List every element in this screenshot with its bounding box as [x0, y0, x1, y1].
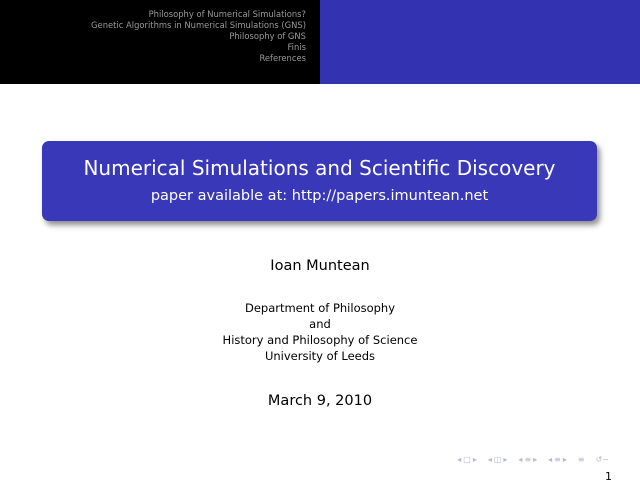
- author-name: Ioan Muntean: [270, 258, 370, 274]
- slide-next-arrow-icon[interactable]: ▸: [472, 455, 477, 464]
- slide-prev-arrow-icon[interactable]: ◂: [457, 455, 462, 464]
- institute-line-department: Department of Philosophy: [244, 301, 396, 315]
- slide-subtitle: paper available at: http://papers.imuntean.net: [150, 188, 489, 204]
- section-next-arrow-icon[interactable]: ▸: [562, 455, 567, 464]
- header-navigation: [0, 0, 320, 84]
- page-number: 1: [605, 470, 612, 483]
- section-prev-arrow-icon[interactable]: ◂: [548, 455, 553, 464]
- align-icon[interactable]: ≡: [577, 455, 585, 464]
- presentation-date: March 9, 2010: [267, 393, 373, 409]
- nav-item-references[interactable]: References: [259, 53, 306, 63]
- subsection-next-arrow-icon[interactable]: ▸: [533, 455, 538, 464]
- slide-title: Numerical Simulations and Scientific Discovery: [83, 156, 556, 180]
- search-icon[interactable]: ↺∽: [595, 455, 609, 464]
- section-icon[interactable]: ≡: [554, 455, 561, 464]
- subsection-icon[interactable]: ≡: [524, 455, 532, 464]
- subsection-prev-arrow-icon[interactable]: ◂: [518, 455, 523, 464]
- institute-line-university: University of Leeds: [264, 349, 376, 363]
- institute-block: [0, 300, 640, 364]
- frame-prev-arrow-icon[interactable]: ◂: [487, 455, 492, 464]
- nav-item-philosophy-of-numerical-simulations[interactable]: Philosophy of Numerical Simulations?: [148, 9, 306, 19]
- nav-item-genetic-algorithms[interactable]: Genetic Algorithms in Numerical Simulations (GNS): [91, 20, 306, 30]
- header-blue-panel: [320, 0, 640, 84]
- frame-next-arrow-icon[interactable]: ▸: [503, 455, 508, 464]
- slide-icon[interactable]: □: [463, 455, 471, 464]
- nav-item-philosophy-of-gns[interactable]: Philosophy of GNS: [229, 31, 306, 41]
- institute-line-hps: History and Philosophy of Science: [222, 333, 418, 347]
- institute-line-and: and: [309, 317, 331, 331]
- nav-item-finis[interactable]: Finis: [287, 42, 306, 52]
- slide-header: [0, 0, 640, 84]
- title-box: [42, 141, 597, 221]
- frame-icon[interactable]: ◫: [493, 455, 502, 464]
- beamer-navigation-bar: [456, 454, 610, 466]
